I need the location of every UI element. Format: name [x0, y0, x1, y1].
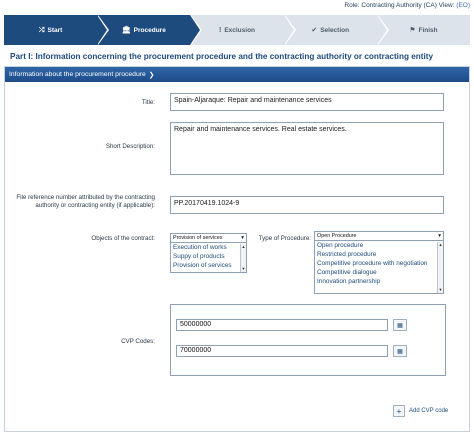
calendar-icon: ▦ [397, 348, 403, 355]
wizard-steps [4, 15, 470, 45]
role-text: Role: Contracting Authority (CA) View: [344, 2, 457, 9]
step-label: Exclusion [224, 26, 256, 34]
view-eo-link[interactable]: (EO) [456, 2, 470, 9]
flag-icon: ⚑ [409, 26, 416, 34]
file-reference-input[interactable]: PP.20170419.1024-9 [170, 196, 444, 214]
add-cvp-code-label: Add CVP code [409, 408, 449, 414]
type-scrollbar[interactable] [437, 242, 443, 293]
type-of-procedure-select[interactable] [314, 231, 444, 294]
objects-option[interactable]: Execution of works [173, 244, 227, 251]
cvp-codes-box [170, 304, 446, 376]
step-finish[interactable] [377, 15, 470, 45]
short-description-label: Short Description: [105, 143, 155, 150]
objects-option[interactable]: Suppy of products [173, 253, 225, 260]
scroll-up-icon: ▲ [241, 244, 246, 249]
objects-label: Objects of the contract: [91, 235, 155, 242]
step-procedure[interactable] [97, 15, 190, 45]
procurement-panel [4, 66, 470, 432]
type-of-procedure-label: Type of Procedure: [258, 235, 311, 242]
type-selected [315, 232, 443, 241]
type-option[interactable]: Competitive procedure with negotiation [317, 260, 428, 267]
shuffle-icon: ⤮ [38, 26, 45, 34]
type-option[interactable]: Open procedure [317, 242, 364, 249]
type-option[interactable]: Competitive dialogue [317, 269, 377, 276]
file-reference-label [5, 194, 155, 211]
objects-option[interactable]: Provision of services [173, 262, 232, 269]
panel-header[interactable] [5, 67, 469, 82]
step-exclusion[interactable] [190, 15, 283, 45]
title-label: Title: [141, 99, 155, 106]
exclamation-icon: ! [218, 26, 222, 34]
cvp-lookup-button[interactable] [393, 319, 407, 331]
institution-icon: 🏛 [121, 26, 131, 34]
cvp-code-input[interactable]: 70000000 [176, 345, 388, 357]
part-title: Part I: Information concerning the procurement procedure and the contracting authority or contracting entity [10, 52, 434, 61]
scroll-up-icon: ▲ [438, 242, 443, 247]
objects-selected-text: Provision of services [173, 235, 223, 241]
step-label: Procedure [133, 26, 166, 34]
step-selection[interactable] [284, 15, 377, 45]
step-label: Start [47, 26, 63, 34]
file-reference-label-line-1: File reference number attributed by the contracting [16, 194, 155, 201]
caret-down-icon: ▾ [241, 235, 244, 241]
title-input[interactable]: Spain-Aljaraque: Repair and maintenance services [170, 93, 444, 111]
type-selected-text: Open Procedure [317, 233, 357, 239]
chevron-down-icon: ❯ [148, 71, 155, 79]
scroll-down-icon: ▼ [438, 287, 443, 292]
type-option[interactable]: Innovation partnership [317, 278, 381, 285]
file-reference-label-line-2: authority or contracting entity (if applicable): [35, 202, 155, 210]
cvp-codes-label: CVP Codes: [121, 338, 155, 345]
objects-scrollbar[interactable] [240, 244, 246, 272]
calendar-icon: ▦ [397, 322, 403, 329]
caret-down-icon: ▾ [438, 233, 441, 239]
add-cvp-code-button[interactable] [393, 405, 448, 417]
step-start[interactable] [4, 15, 97, 45]
step-label: Finish [418, 26, 438, 34]
short-description-textarea[interactable]: Repair and maintenance services. Real estate services. [170, 122, 444, 175]
check-icon: ✔ [311, 26, 318, 34]
panel-header-text: Information about the procurement procedure [9, 71, 146, 78]
cvp-lookup-button[interactable] [393, 345, 407, 357]
step-label: Selection [320, 26, 350, 34]
plus-icon: + [393, 405, 405, 417]
cvp-code-input[interactable]: 50000000 [176, 319, 388, 331]
role-bar [344, 2, 470, 9]
type-option[interactable]: Restricted procedure [317, 251, 377, 258]
scroll-down-icon: ▼ [241, 266, 246, 271]
